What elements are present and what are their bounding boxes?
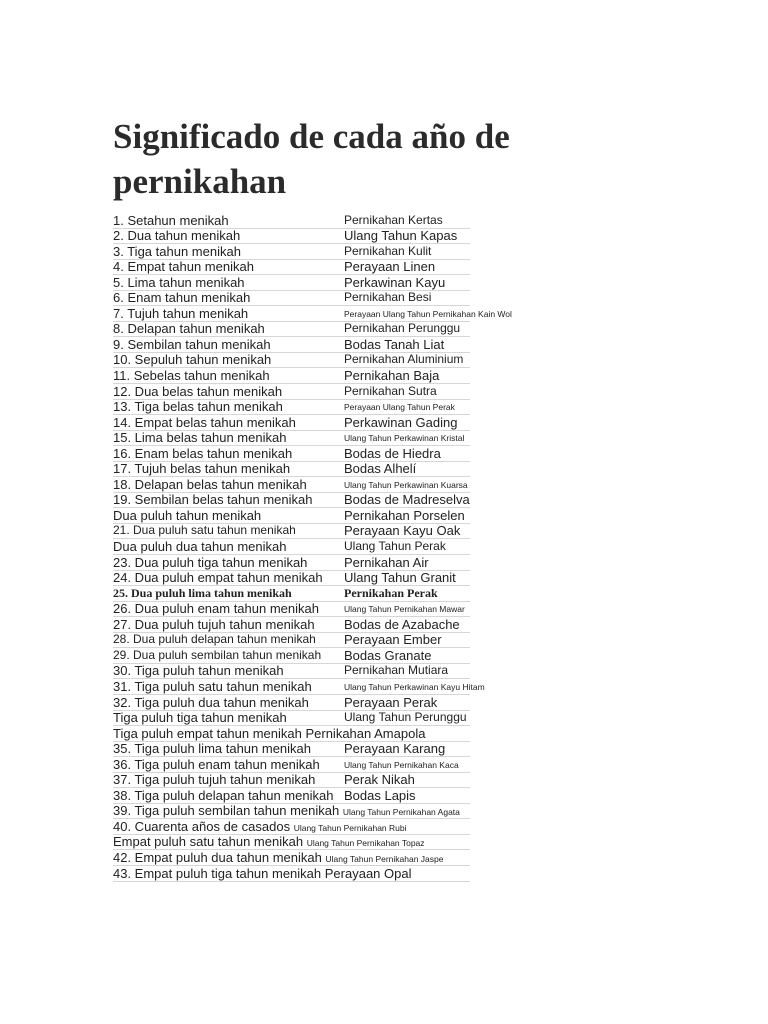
year-cell: 19. Sembilan belas tahun menikah [113,492,313,508]
table-row [113,291,470,307]
table-row [113,866,470,882]
name-cell: Perayaan Linen [344,259,436,275]
year-cell: 5. Lima tahun menikah [113,274,245,290]
merged-cell [113,819,407,834]
year-cell: 18. Delapan belas tahun menikah [113,476,307,492]
year-cell: 2. Dua tahun menikah [113,228,241,244]
name-cell: Perayaan Ulang Tahun Perak [344,402,455,413]
year-cell: Tiga puluh tiga tahun menikah [113,710,287,726]
name-cell: Ulang Tahun Perkawinan Kuarsa [344,479,468,490]
year-cell: 26. Dua puluh enam tahun menikah [113,601,319,617]
name-cell: Ulang Tahun Perkawinan Kayu Hitam [344,681,485,692]
year-cell: 8. Delapan tahun menikah [113,321,265,337]
merged-cell [113,803,460,818]
year-cell: Empat puluh satu tahun menikah [113,834,304,850]
table-row [113,586,470,602]
table-row [113,695,470,711]
table-row [113,462,470,478]
year-cell: Tiga puluh empat tahun menikah Pernikahan Amapola [113,725,426,741]
table-row [113,353,470,369]
table-row [113,229,470,245]
year-cell: 21. Dua puluh satu tahun menikah [113,523,296,538]
year-cell: 1. Setahun menikah [113,212,229,228]
name-cell: Ulang Tahun Pernikahan Rubi [293,822,407,833]
table-row [113,711,470,727]
table-row [113,305,512,322]
year-cell: 23. Dua puluh tiga tahun menikah [113,554,308,570]
year-cell: 14. Empat belas tahun menikah [113,414,296,430]
name-cell: Pernikahan Besi [344,290,432,305]
year-cell: 30. Tiga puluh tahun menikah [113,663,284,679]
merged-cell [113,726,425,741]
merged-cell [113,866,411,881]
name-cell: Pernikahan Perak [344,585,438,600]
year-cell: 37. Tiga puluh tujuh tahun menikah [113,772,316,788]
name-cell: Pernikahan Perunggu [344,321,461,336]
table-row [113,742,470,758]
year-cell: 27. Dua puluh tujuh tahun menikah [113,616,315,632]
table-row [113,678,485,695]
year-cell: 29. Dua puluh sembilan tahun menikah [113,647,322,662]
year-cell: 40. Cuarenta años de casados [113,818,291,834]
name-cell: Pernikahan Aluminium [344,352,464,367]
name-cell: Pernikahan Baja [344,368,440,384]
year-cell: 25. Dua puluh lima tahun menikah [113,585,292,600]
table-row [113,244,470,260]
year-cell: Dua puluh dua tahun menikah [113,539,287,555]
year-cell: 43. Empat puluh tiga tahun menikah Perayaan Opal [113,865,412,881]
table-row [113,773,470,789]
name-cell: Ulang Tahun Pernikahan Jaspe [325,853,444,864]
year-cell: Dua puluh tahun menikah [113,507,262,523]
page-title: Significado de cada año de pernikahan [113,117,510,201]
name-cell: Ulang Tahun Pernikahan Topaz [306,838,425,849]
table-row [113,275,470,291]
year-cell: 17. Tujuh belas tahun menikah [113,461,291,477]
year-cell: 31. Tiga puluh satu tahun menikah [113,678,312,694]
table-row [113,664,470,680]
table-row [113,508,470,524]
year-cell: 36. Tiga puluh enam tahun menikah [113,756,320,772]
table-row [113,726,470,742]
document-page [113,114,673,882]
name-cell: Perkawinan Kayu [344,274,446,290]
table-row [113,524,470,540]
table-row [113,493,470,509]
name-cell: Bodas de Azabache [344,616,460,632]
table-row [113,400,470,416]
name-cell: Bodas de Hiedra [344,445,441,461]
table-row [113,446,470,462]
year-cell: 42. Empat puluh dua tahun menikah [113,849,322,865]
table-row [113,539,470,555]
name-cell: Pernikahan Kulit [344,243,432,258]
name-cell: Ulang Tahun Pernikahan Agata [342,807,460,818]
name-cell: Ulang Tahun Granit [344,570,456,586]
year-cell: 38. Tiga puluh delapan tahun menikah [113,787,334,803]
table-row [113,322,470,338]
year-cell: 9. Sembilan tahun menikah [113,336,271,352]
table-row [113,337,470,353]
table-row [113,415,470,431]
table-row [113,431,470,447]
year-cell: 6. Enam tahun menikah [113,290,251,306]
table-row [113,368,470,384]
year-cell: 15. Lima belas tahun menikah [113,430,287,446]
name-cell: Perak Nikah [344,772,415,788]
year-cell: 39. Tiga puluh sembilan tahun menikah [113,803,340,819]
year-cell: 10. Sepuluh tahun menikah [113,352,272,368]
table-row [113,648,470,664]
name-cell: Pernikahan Porselen [344,507,465,523]
name-cell: Ulang Tahun Perkawinan Kristal [344,433,465,444]
year-cell: 3. Tiga tahun menikah [113,243,241,259]
table-row [113,602,470,618]
name-cell: Ulang Tahun Perak [344,539,446,554]
year-cell: 28. Dua puluh delapan tahun menikah [113,632,316,647]
name-cell: Perkawinan Gading [344,414,458,430]
name-cell: Pernikahan Mutiara [344,663,449,678]
name-cell: Ulang Tahun Pernikahan Kaca [344,759,459,770]
name-cell: Bodas Alhelí [344,461,417,477]
table-row [113,819,470,835]
year-cell: 35. Tiga puluh lima tahun menikah [113,741,312,757]
name-cell: Pernikahan Air [344,554,429,570]
table-row [113,804,470,820]
table-row [113,213,470,229]
anniversary-table [113,212,512,882]
name-cell: Pernikahan Sutra [344,383,437,398]
year-cell: 24. Dua puluh empat tahun menikah [113,570,323,586]
name-cell: Ulang Tahun Pernikahan Mawar [344,604,465,615]
table-row [113,384,470,400]
table-row [113,788,470,804]
name-cell: Perayaan Karang [344,741,446,757]
name-cell: Pernikahan Kertas [344,212,443,227]
name-cell: Bodas Tanah Liat [344,336,445,352]
name-cell: Perayaan Ember [344,632,442,648]
year-cell: 4. Empat tahun menikah [113,259,254,275]
table-row [113,633,470,649]
year-cell: 7. Tujuh tahun menikah [113,305,249,321]
merged-cell [113,834,425,849]
name-cell: Ulang Tahun Kapas [344,228,458,244]
name-cell: Perayaan Ulang Tahun Pernikahan Kain Wol [344,308,512,319]
table-row [113,571,470,587]
year-cell: 12. Dua belas tahun menikah [113,383,283,399]
name-cell: Perayaan Perak [344,694,438,710]
year-cell: 13. Tiga belas tahun menikah [113,399,283,415]
table-row [113,757,470,773]
table-row [113,555,470,571]
table-row [113,835,470,851]
name-cell: Bodas de Madreselva [344,492,470,508]
name-cell: Perayaan Kayu Oak [344,523,461,539]
year-cell: 32. Tiga puluh dua tahun menikah [113,694,309,710]
table-row [113,260,470,276]
table-row [113,617,470,633]
year-cell: 16. Enam belas tahun menikah [113,445,293,461]
merged-cell [113,850,443,865]
name-cell: Bodas Granate [344,647,432,663]
table-row [113,850,470,866]
name-cell: Ulang Tahun Perunggu [344,710,467,725]
year-cell: 11. Sebelas tahun menikah [113,368,270,384]
name-cell: Bodas Lapis [344,787,416,803]
table-row [113,477,470,493]
